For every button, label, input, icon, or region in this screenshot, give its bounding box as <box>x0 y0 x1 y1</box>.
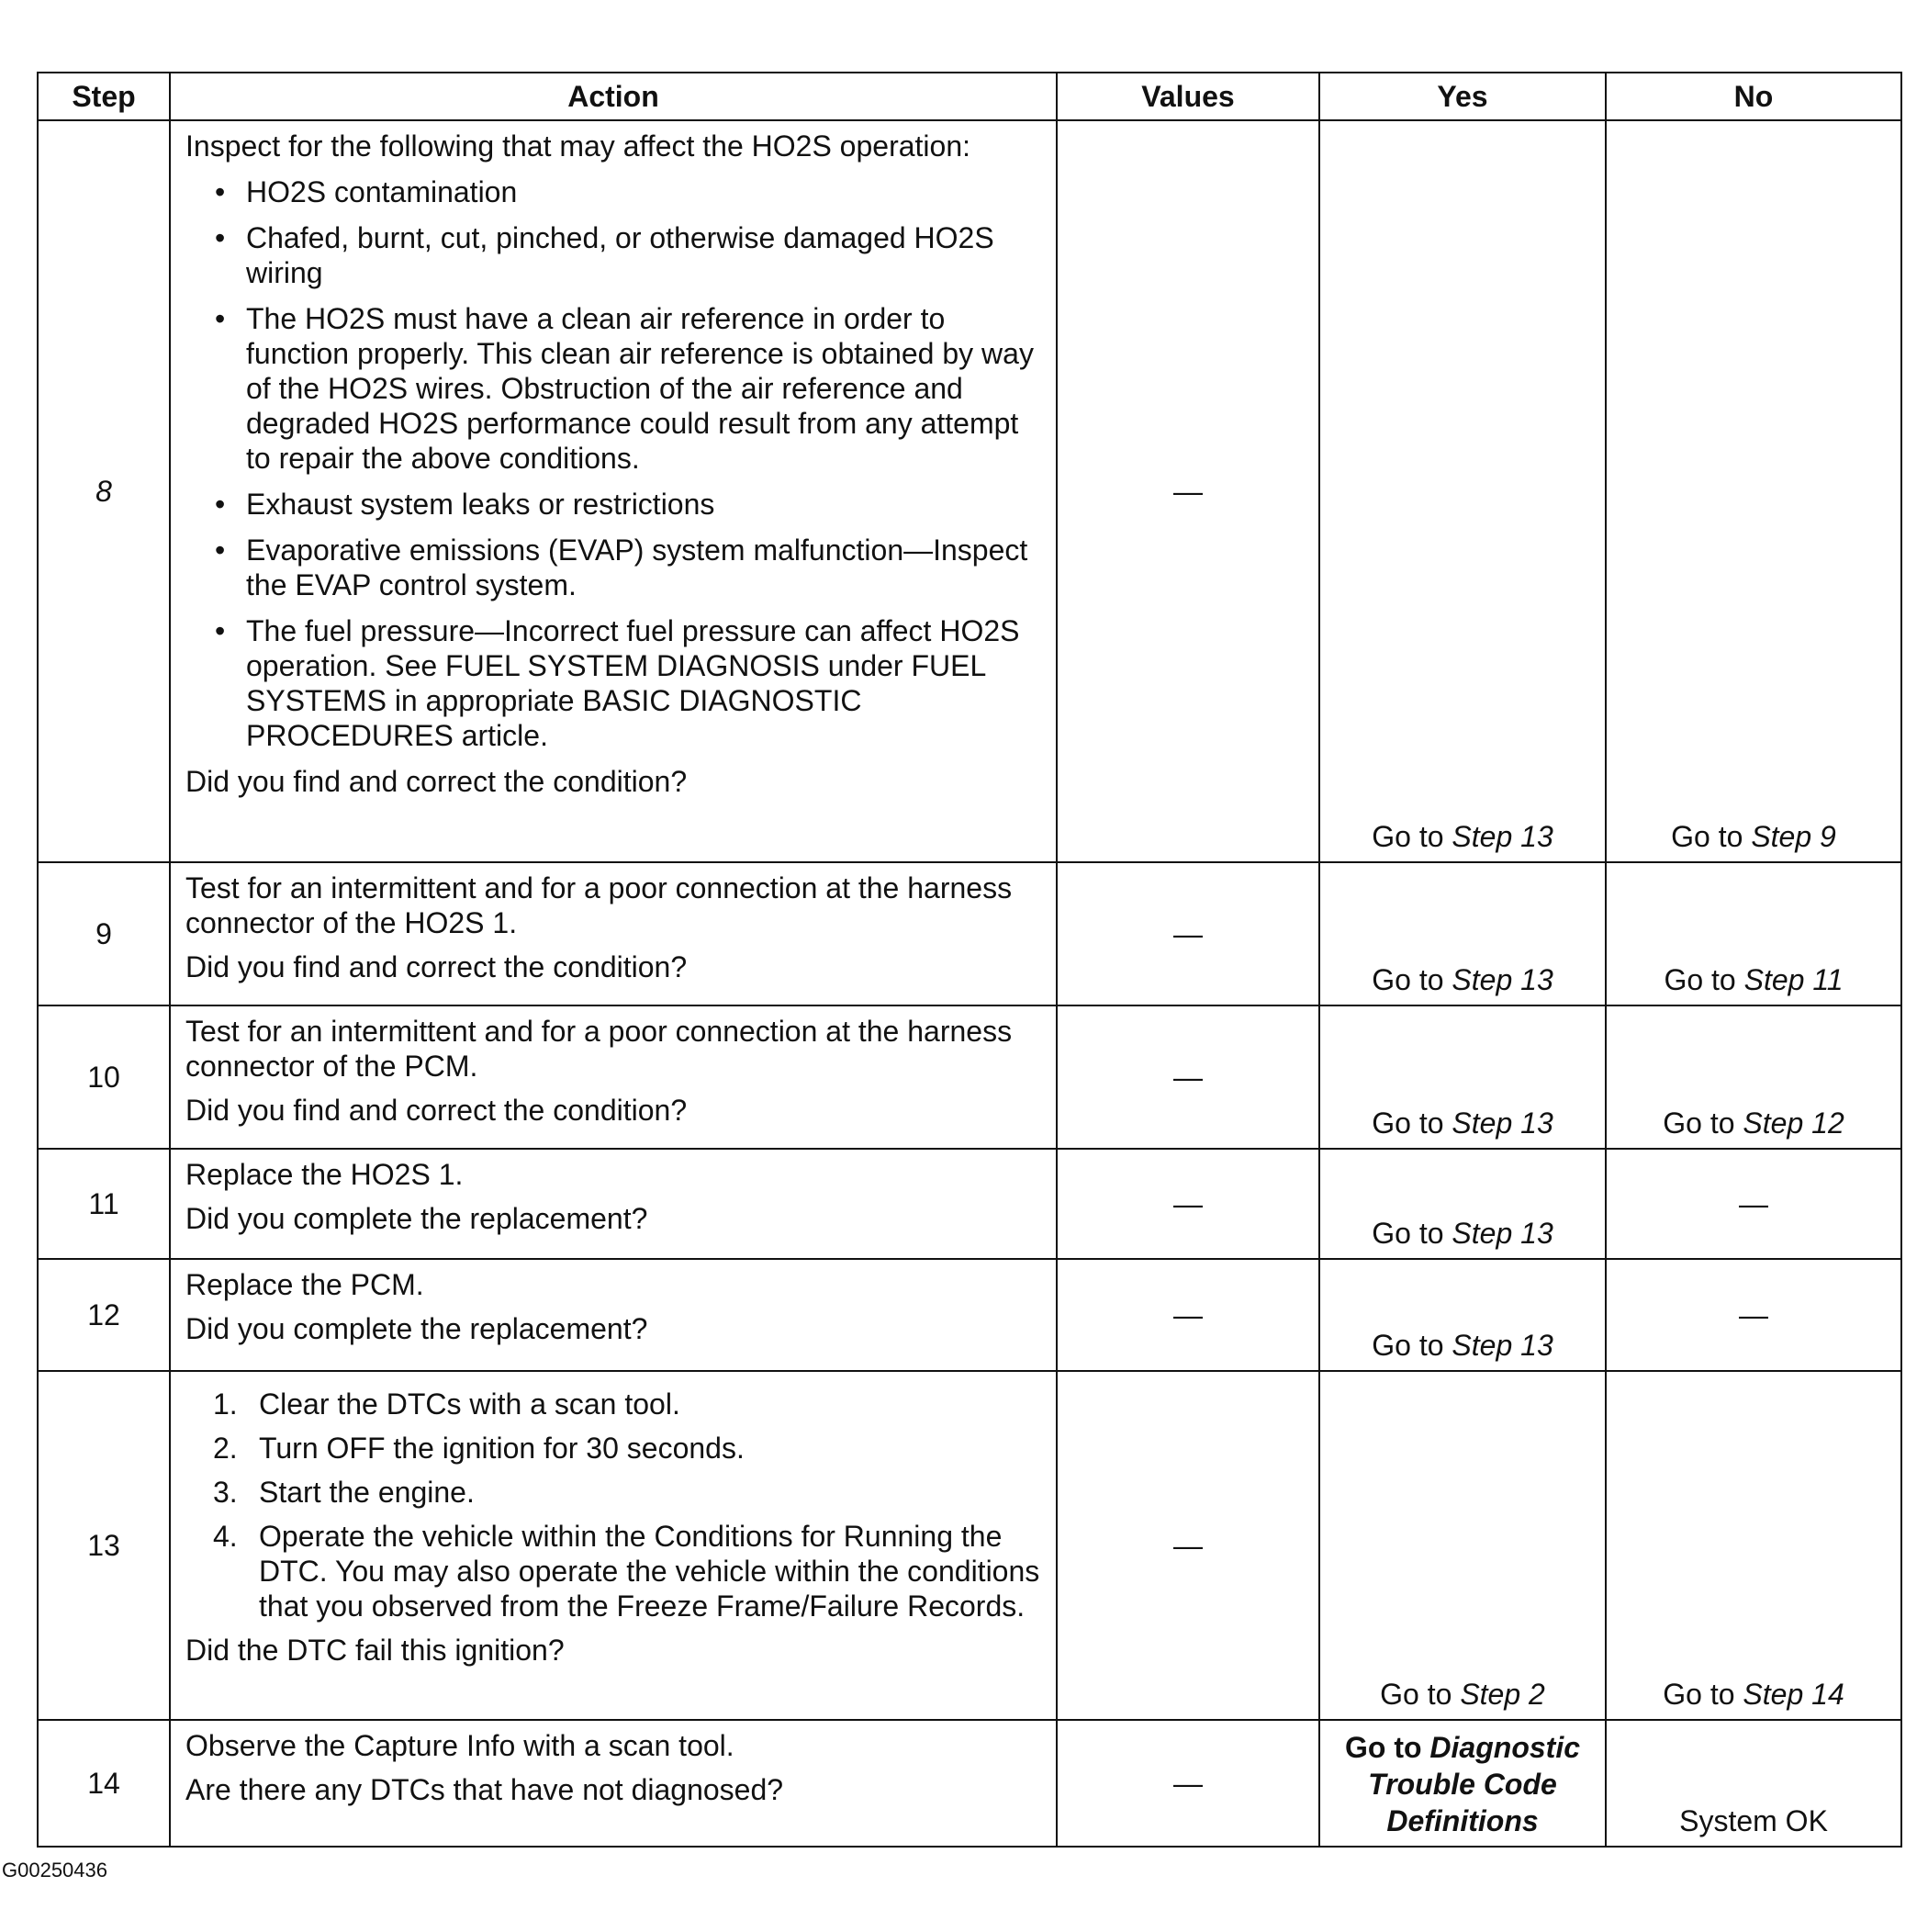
action-question: Did you complete the replacement? <box>185 1312 648 1345</box>
table-row <box>38 1720 1901 1847</box>
action-intro: Inspect for the following that may affect the HO2S operation: <box>185 129 970 163</box>
goto-step-link: Step 13 <box>1452 1106 1553 1140</box>
action-cell <box>170 1371 1057 1720</box>
goto-prefix: Go to <box>1372 963 1452 996</box>
no-cell <box>1606 1005 1901 1149</box>
values-cell: — <box>1057 120 1319 862</box>
list-item-text: Turn OFF the ignition for 30 seconds. <box>259 1432 745 1465</box>
list-item-number: 4. <box>213 1520 238 1553</box>
values-cell: — <box>1057 1149 1319 1259</box>
list-item <box>213 1387 1043 1421</box>
action-text: Replace the PCM. <box>185 1268 424 1301</box>
step-number: 13 <box>38 1371 170 1720</box>
goto-prefix: Go to <box>1664 963 1744 996</box>
list-item-text: Start the engine. <box>259 1476 475 1509</box>
action-cell <box>170 1149 1057 1259</box>
goto-prefix: Go to <box>1345 1730 1430 1764</box>
goto-prefix: Go to <box>1671 820 1752 853</box>
values-cell: — <box>1057 862 1319 1005</box>
no-cell <box>1606 1371 1901 1720</box>
goto-step-link: Step 13 <box>1452 820 1553 853</box>
table-row <box>38 120 1901 862</box>
list-item: • The HO2S must have a clean air reference in order to function properly. This clean air reference is obtained by way of the HO2S wires. Obstruction of the air reference and degraded HO2S performance could result from any attempt to repair the above conditions. <box>213 301 1043 476</box>
list-item: • The fuel pressure—Incorrect fuel pressure can affect HO2S operation. See FUEL SYSTEM DIAGNOSIS under FUEL SYSTEMS in appropriate BASIC DIAGNOSTIC PROCEDURES article. <box>213 613 1043 753</box>
values-cell: — <box>1057 1720 1319 1847</box>
action-question: Did you find and correct the condition? <box>185 1094 688 1127</box>
goto-step-link: Step 11 <box>1743 963 1844 996</box>
yes-cell <box>1319 120 1606 862</box>
list-item: • Exhaust system leaks or restrictions <box>213 487 1043 522</box>
action-cell <box>170 1005 1057 1149</box>
header-row <box>38 73 1901 120</box>
goto-prefix: Go to <box>1372 1106 1452 1140</box>
action-question: Did you complete the replacement? <box>185 1202 648 1235</box>
action-text: Test for an intermittent and for a poor connection at the harness connector of the PCM. <box>185 1015 1013 1083</box>
header-values: Values <box>1057 73 1319 120</box>
table-row <box>38 1005 1901 1149</box>
goto-step-link: Step 2 <box>1460 1678 1545 1711</box>
goto-step-link: Step 13 <box>1452 1217 1553 1250</box>
header-yes: Yes <box>1319 73 1606 120</box>
list-item-number: 2. <box>213 1432 238 1465</box>
no-cell: System OK <box>1606 1720 1901 1847</box>
action-question: Are there any DTCs that have not diagnosed? <box>185 1773 784 1806</box>
yes-cell <box>1319 1371 1606 1720</box>
action-cell <box>170 862 1057 1005</box>
action-cell <box>170 120 1057 862</box>
values-cell: — <box>1057 1371 1319 1720</box>
yes-cell <box>1319 862 1606 1005</box>
action-cell <box>170 1259 1057 1371</box>
goto-prefix: Go to <box>1372 820 1452 853</box>
header-no: No <box>1606 73 1901 120</box>
goto-step-link: Step 14 <box>1743 1678 1844 1711</box>
action-question: Did the DTC fail this ignition? <box>185 1634 565 1667</box>
yes-cell <box>1319 1005 1606 1149</box>
goto-step-link: Step 12 <box>1743 1106 1844 1140</box>
table-row <box>38 1371 1901 1720</box>
list-item-number: 1. <box>213 1387 238 1421</box>
goto-step-link: Step 13 <box>1452 963 1553 996</box>
step-number: 11 <box>38 1149 170 1259</box>
goto-prefix: Go to <box>1380 1678 1461 1711</box>
list-item-text: Clear the DTCs with a scan tool. <box>259 1387 680 1421</box>
table-row <box>38 1149 1901 1259</box>
goto-step-link: Step 9 <box>1751 820 1836 853</box>
action-text: Replace the HO2S 1. <box>185 1158 464 1191</box>
action-text: Observe the Capture Info with a scan tool. <box>185 1729 734 1762</box>
goto-prefix: Go to <box>1372 1329 1452 1362</box>
list-item-number: 3. <box>213 1476 238 1509</box>
header-action: Action <box>170 73 1057 120</box>
goto-prefix: Go to <box>1663 1106 1743 1140</box>
list-item: • HO2S contamination <box>213 174 1043 209</box>
values-cell: — <box>1057 1005 1319 1149</box>
no-cell: — <box>1606 1149 1901 1259</box>
list-item <box>213 1519 1043 1623</box>
action-cell <box>170 1720 1057 1847</box>
table-row <box>38 1259 1901 1371</box>
yes-cell <box>1319 1259 1606 1371</box>
action-question: Did you find and correct the condition? <box>185 765 688 798</box>
diagnostic-steps-table <box>37 72 1902 1848</box>
step-number: 14 <box>38 1720 170 1847</box>
step-number: 8 <box>38 120 170 862</box>
list-item <box>213 1431 1043 1466</box>
list-item: • Evaporative emissions (EVAP) system malfunction—Inspect the EVAP control system. <box>213 533 1043 602</box>
goto-prefix: Go to <box>1372 1217 1452 1250</box>
action-text: Test for an intermittent and for a poor connection at the harness connector of the HO2S 1. <box>185 871 1013 939</box>
table-row <box>38 862 1901 1005</box>
list-item <box>213 1475 1043 1510</box>
goto-dtc-definitions-link: Diagnostic Trouble Code Definitions <box>1368 1730 1580 1837</box>
step-number: 12 <box>38 1259 170 1371</box>
list-item-text: Operate the vehicle within the Conditions for Running the DTC. You may also operate the vehicle within the conditions that you observed from the Freeze Frame/Failure Records. <box>259 1520 1040 1623</box>
diagnostic-table-sheet <box>37 72 1900 1848</box>
goto-step-link: Step 13 <box>1452 1329 1553 1362</box>
bullet-list <box>185 174 1043 753</box>
header-step: Step <box>38 73 170 120</box>
numbered-list <box>185 1387 1043 1623</box>
action-question: Did you find and correct the condition? <box>185 950 688 983</box>
values-cell: — <box>1057 1259 1319 1371</box>
yes-cell <box>1319 1720 1606 1847</box>
figure-id: G00250436 <box>2 1859 107 1881</box>
step-number: 9 <box>38 862 170 1005</box>
step-number: 10 <box>38 1005 170 1149</box>
no-cell: — <box>1606 1259 1901 1371</box>
no-cell <box>1606 120 1901 862</box>
yes-cell <box>1319 1149 1606 1259</box>
list-item: • Chafed, burnt, cut, pinched, or otherwise damaged HO2S wiring <box>213 220 1043 290</box>
no-cell <box>1606 862 1901 1005</box>
goto-prefix: Go to <box>1663 1678 1743 1711</box>
